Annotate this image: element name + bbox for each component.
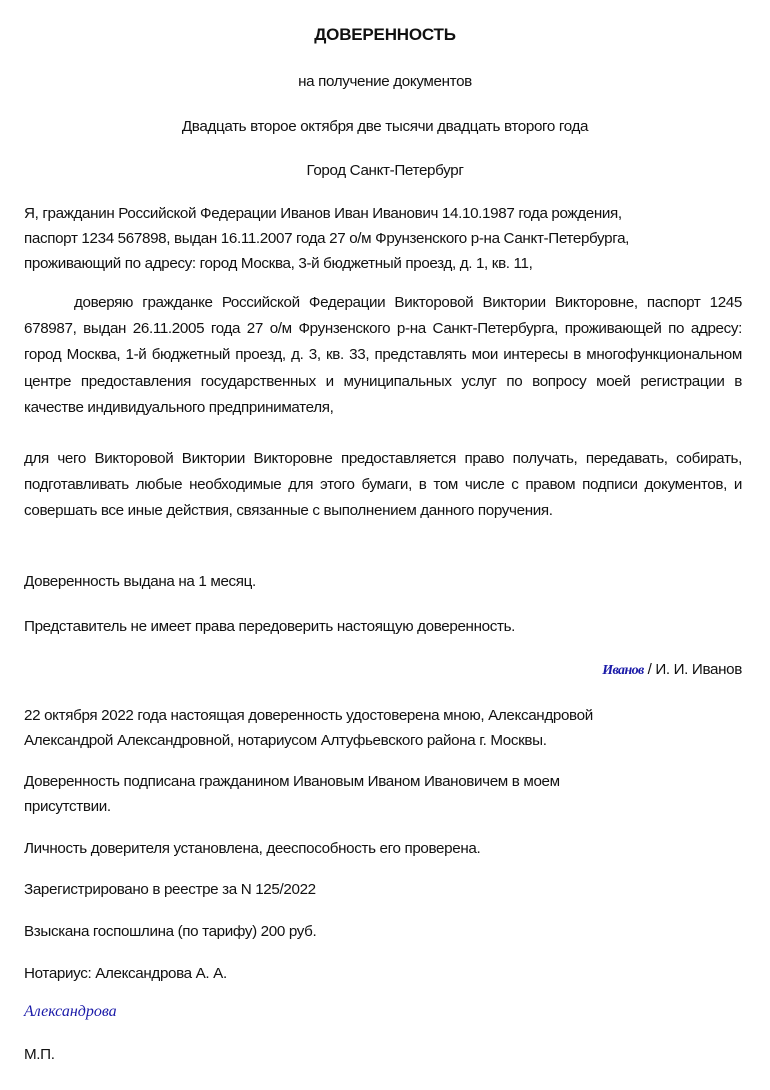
notary-handwritten-signature: Александрова	[24, 1003, 117, 1020]
registry-number: Зарегистрировано в реестре за N 125/2022	[24, 881, 316, 898]
principal-handwritten-signature: Иванов	[602, 663, 644, 678]
term-statement: Доверенность выдана на 1 месяц.	[24, 573, 256, 590]
signed-in-presence	[24, 769, 742, 819]
principal-printed-name: И. И. Иванов	[655, 661, 742, 678]
principal-line: Я, гражданин Российской Федерации Иванов Иван Иванович 14.10.1987 года рождения,	[24, 205, 622, 222]
signature-separator: /	[647, 661, 652, 678]
presence-line: присутствии.	[24, 798, 111, 815]
presence-line: Доверенность подписана гражданином Ивановым Иваном Ивановичем в моем	[24, 773, 560, 790]
document-subtitle: на получение документов	[298, 73, 472, 90]
identity-verified: Личность доверителя установлена, дееспособность его проверена.	[24, 840, 481, 857]
certification-line: Александрой Александровной, нотариусом Алтуфьевского района г. Москвы.	[24, 732, 547, 749]
notary-name: Нотариус: Александрова А. А.	[24, 965, 227, 982]
powers-paragraph: для чего Викторовой Виктории Викторовне предоставляется право получать, передавать, собирать, подготавливать любые необходимые для этого бумаги, в том числе с правом подписи документов, и совершать все иные действия, связанные с выполнением данного поручения.	[24, 450, 742, 520]
principal-paragraph	[24, 201, 742, 276]
seal-place: М.П.	[24, 1046, 55, 1063]
principal-line: проживающий по адресу: город Москва, 3-й бюджетный проезд, д. 1, кв. 11,	[24, 255, 533, 272]
principal-signature-line	[24, 657, 742, 684]
certification-line: 22 октября 2022 года настоящая доверенность удостоверена мною, Александровой	[24, 707, 593, 724]
document-title: ДОВЕРЕННОСТЬ	[314, 25, 456, 44]
notary-certification	[24, 703, 742, 753]
document-city: Город Санкт-Петербург	[306, 162, 464, 179]
state-fee: Взыскана госпошлина (по тарифу) 200 руб.	[24, 923, 317, 940]
trust-paragraph: доверяю гражданке Российской Федерации Викторовой Виктории Викторовне, паспорт 1245 678987, выдан 26.11.2005 года 27 о/м Фрунзенского р-на Санкт-Петербурга, проживающей по адресу: город Москва, 1-й бюджетный проезд, д. 3, кв. 33, представлять мои интересы в многофункциональном центре предоставления государственных и муниципальных услуг по вопросу моей регистрации в качестве индивидуального предпринимателя,	[24, 294, 742, 416]
document-date: Двадцать второе октября две тысячи двадцать второго года	[181, 118, 589, 135]
no-substitution-statement: Представитель не имеет права передоверить настоящую доверенность.	[24, 618, 516, 635]
principal-line: паспорт 1234 567898, выдан 16.11.2007 года 27 о/м Фрунзенского р-на Санкт-Петербурга,	[24, 230, 630, 247]
